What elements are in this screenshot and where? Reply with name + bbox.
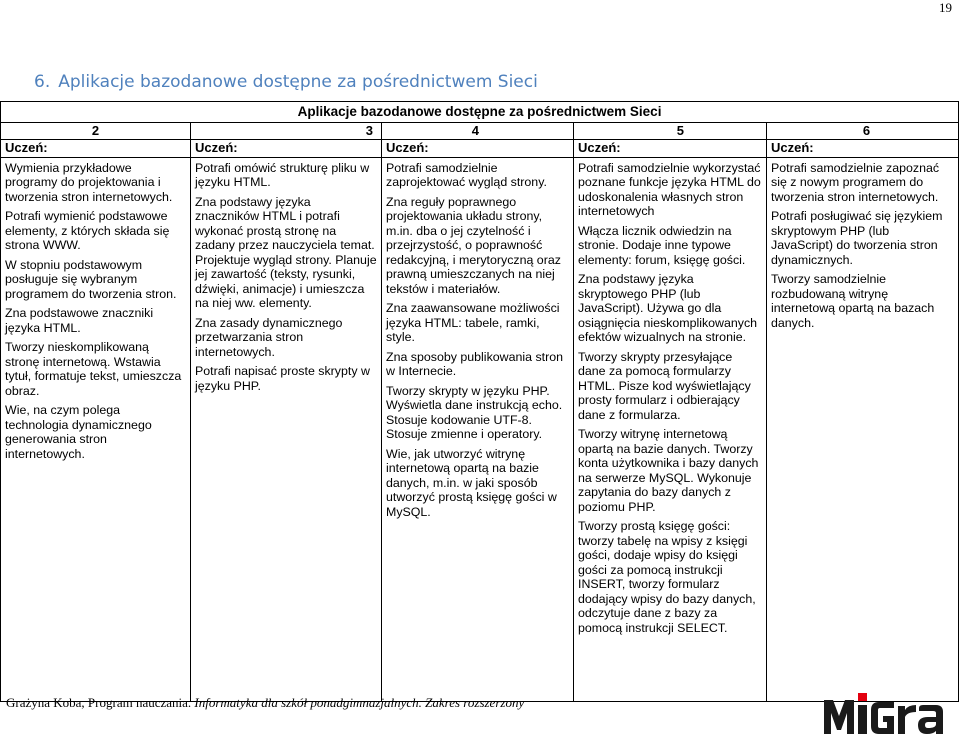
content-row [1,157,959,701]
requirement-item: Potrafi omówić strukturę pliku w języku HTML. [195,160,370,189]
requirement-item: Zna zasady dynamicznego przetwarzania stron internetowych. [195,315,343,359]
page-number: 19 [939,0,952,15]
grade-5-requirements [574,157,767,701]
requirement-item: Tworzy nieskomplikowaną stronę internetową. Wstawia tytuł, formatuje tekst, umieszcza obraz. [5,340,182,398]
grade-4-requirements [382,157,574,701]
footer-citation [6,695,524,711]
grade-row [1,122,959,140]
grade-2-requirements [1,157,191,701]
grade-2-header: 2 [1,122,191,140]
requirement-item: Tworzy prostą księgę gości: tworzy tabelę na wpisy z księgi gości, dodaje wpisy do księgi gości za pomocą instrukcji INSERT, tworzy formularz dodający wpisy do bazy danych, odczytuje dane z bazy za pomocą instrukcji SELECT. [578,519,756,635]
requirement-item: Zna reguły poprawnego projektowania układu strony, m.in. dba o jej czytelność i przejrzystość, o poprawność redakcyjną, i merytoryczną oraz prawną umieszczanych na niej tekstów i materiałów. [386,194,561,296]
requirement-item: Tworzy witrynę internetową opartą na bazie danych. Tworzy konta użytkownika i bazy danych na serwerze MySQL. Wykonuje zapytania do bazy danych z poziomu PHP. [578,427,759,514]
column-label: Uczeń: [574,140,767,158]
requirement-item: Potrafi posługiwać się językiem skryptowym PHP (lub JavaScript) do tworzenia stron dynamicznych. [771,209,943,267]
column-label: Uczeń: [1,140,191,158]
grade-3-requirements [191,157,382,701]
grade-5-header: 5 [574,122,767,140]
requirement-item: Tworzy skrypty w języku PHP. Wyświetla dane instrukcją echo. Stosuje kodowanie UTF-8. Stosuje zmienne i operatory. [386,383,563,441]
requirement-item: Potrafi samodzielnie wykorzystać poznane funkcje języka HTML do udoskonalenia własnych stron internetowych [578,160,761,218]
grade-6-header: 6 [767,122,959,140]
migra-logo [822,690,948,736]
migra-logo-icon [822,690,948,736]
footer-title: Informatyka dla szkół ponadgimnazjalnych. Zakres rozszerzony [194,695,525,710]
requirement-item: Zna sposoby publikowania stron w Internecie. [386,349,564,378]
requirement-item: Potrafi napisać proste skrypty w języku PHP. [195,364,370,393]
footer-author: Grażyna Koba, Program nauczania. [6,695,195,710]
grades-table [0,101,959,702]
requirement-item: Potrafi wymienić podstawowe elementy, z których składa się strona WWW. [5,209,170,252]
requirement-item: Zna zaawansowane możliwości języka HTML: tabele, ramki, style. [386,301,560,344]
section-number: 6. [34,72,51,92]
requirement-item: Zna podstawy języka skryptowego PHP (lub JavaScript). Używa go dla osiągnięcia nieskomplikowanych efektów wizualnych na stronie. [578,272,758,344]
section-title [34,72,538,92]
section-title-text: Aplikacje bazodanowe dostępne za pośrednictwem Sieci [58,72,538,92]
requirement-item: Zna podstawy języka znaczników HTML i potrafi wykonać prostą stronę na zadany przez nauczyciela temat. Projektuje wygląd strony. Planuje jej zawartość (teksty, rysunki, dźwięki, animacje) i umieszcza na niej ww. elementy. [195,194,377,310]
table-title: Aplikacje bazodanowe dostępne za pośrednictwem Sieci [1,102,959,123]
requirement-item: Tworzy skrypty przesyłające dane za pomocą formularzy HTML. Pisze kod wyświetlający prosty formularz i odbierający dane z formularza. [578,349,751,422]
column-label: Uczeń: [382,140,574,158]
requirement-item: Włącza licznik odwiedzin na stronie. Dodaje inne typowe elementy: forum, księgę gości. [578,223,746,267]
column-label: Uczeń: [767,140,959,158]
requirement-item: Potrafi samodzielnie zapoznać się z nowym programem do tworzenia stron internetowych. [771,160,940,204]
grade-6-requirements [767,157,959,701]
grade-3-header: 3 [191,122,382,140]
column-label: Uczeń: [191,140,382,158]
requirement-item: Wymienia przykładowe programy do projektowania i tworzenia stron internetowych. [5,160,173,204]
requirement-item: Wie, na czym polega technologia dynamicznego generowania stron internetowych. [5,403,152,461]
requirement-item: Wie, jak utworzyć witrynę internetową opartą na bazie danych, m.in. w jaki sposób utworzyć prostą księgę gości w MySQL. [386,446,557,519]
requirement-item: Tworzy samodzielnie rozbudowaną witrynę internetową opartą na bazach danych. [771,272,935,330]
grade-4-header: 4 [382,122,574,140]
requirement-item: W stopniu podstawowym posługuje się wybranym programem do tworzenia stron. [5,257,177,301]
label-row [1,140,959,158]
requirement-item: Potrafi samodzielnie zaprojektować wygląd strony. [386,160,547,189]
requirement-item: Zna podstawowe znaczniki języka HTML. [5,306,154,335]
